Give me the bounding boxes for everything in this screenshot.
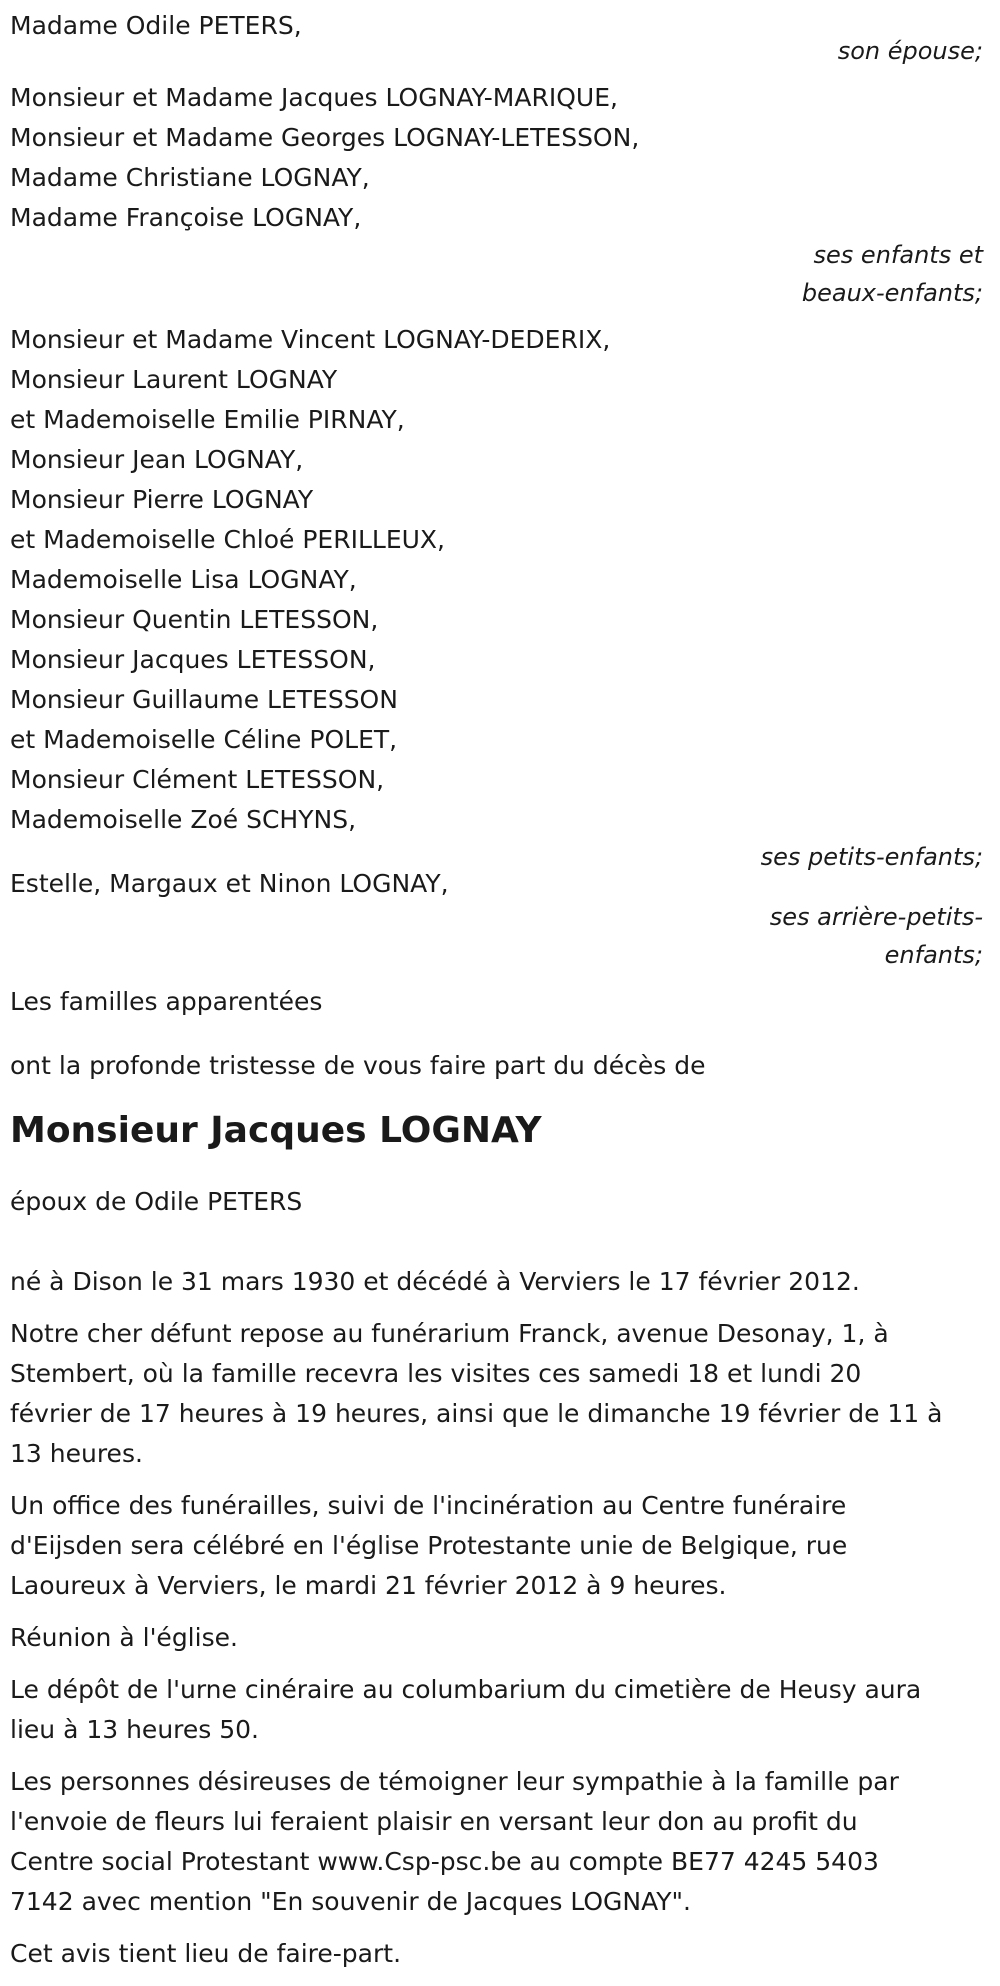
paragraph-gathering [10,1618,982,1658]
paragraph-line: l'envoie de fleurs lui feraient plaisir en versant leur don au profit du [10,1807,858,1836]
spouse-block [10,6,982,70]
family-line: et Mademoiselle Chloé PERILLEUX, [10,525,445,554]
paragraph-line: Centre social Protestant www.Csp-psc.be au compte BE77 4245 5403 [10,1847,879,1876]
family-line: Mademoiselle Zoé SCHYNS, [10,805,357,834]
paragraph-visitation [10,1314,982,1474]
spouse-of: époux de Odile PETERS [10,1187,303,1216]
great-grandchildren-role-line-2: enfants; [884,941,983,969]
deceased-name: Monsieur Jacques LOGNAY [10,1110,542,1151]
paragraph-line: Réunion à l'église. [10,1623,238,1652]
paragraph-line: Laoureux à Verviers, le mardi 21 février 2012 à 9 heures. [10,1571,727,1600]
children-block [10,78,982,312]
family-line: et Mademoiselle Céline POLET, [10,725,398,754]
family-line: Monsieur et Madame Vincent LOGNAY-DEDERIX, [10,325,611,354]
family-line: Monsieur Quentin LETESSON, [10,605,379,634]
paragraph-service [10,1486,982,1606]
family-line: Madame Christiane LOGNAY, [10,163,370,192]
family-line: Monsieur Guillaume LETESSON [10,685,398,714]
obituary-notice [10,6,982,1986]
family-line: Monsieur Jacques LETESSON, [10,645,376,674]
paragraph-line: février de 17 heures à 19 heures, ainsi que le dimanche 19 février de 11 à [10,1399,943,1428]
family-line: Mademoiselle Lisa LOGNAY, [10,565,357,594]
family-line: Monsieur Jean LOGNAY, [10,445,304,474]
family-line: Monsieur Clément LETESSON, [10,765,385,794]
related-families: Les familles apparentées [10,987,323,1016]
family-line: Madame Françoise LOGNAY, [10,203,362,232]
children-role-line-2: beaux-enfants; [801,279,983,307]
paragraph-line: né à Dison le 31 mars 1930 et décédé à Verviers le 17 février 2012. [10,1267,860,1296]
paragraph-line: Cet avis tient lieu de faire-part. [10,1939,402,1968]
paragraph-line: Les personnes désireuses de témoigner leur sympathie à la famille par [10,1767,899,1796]
paragraph-line: 7142 avec mention "En souvenir de Jacques LOGNAY". [10,1887,691,1916]
announcement-text: ont la profonde tristesse de vous faire part du décès de [10,1051,706,1080]
family-line: Monsieur Pierre LOGNAY [10,485,314,514]
children-role-line-1: ses enfants et [813,241,983,269]
paragraph-donations [10,1762,982,1922]
paragraph-birth-death [10,1262,982,1302]
family-line: et Mademoiselle Emilie PIRNAY, [10,405,405,434]
grandchildren-block [10,320,982,876]
great-grandchildren-block [10,864,982,974]
paragraph-line: d'Eijsden sera célébré en l'église Protestante unie de Belgique, rue [10,1531,848,1560]
family-line: Estelle, Margaux et Ninon LOGNAY, [10,869,449,898]
details-block [10,1262,982,1974]
paragraph-line: Un office des funérailles, suivi de l'incinération au Centre funéraire [10,1491,847,1520]
paragraph-line: lieu à 13 heures 50. [10,1715,259,1744]
paragraph-line: Notre cher défunt repose au funérarium Franck, avenue Desonay, 1, à [10,1319,889,1348]
spouse-name: Madame Odile PETERS, [10,11,302,40]
paragraph-closing [10,1934,982,1974]
paragraph-line: Le dépôt de l'urne cinéraire au columbarium du cimetière de Heusy aura [10,1675,922,1704]
grandchildren-role: ses petits-enfants; [760,843,983,871]
great-grandchildren-role-line-1: ses arrière-petits- [769,903,983,931]
family-line: Monsieur et Madame Jacques LOGNAY-MARIQUE, [10,83,618,112]
paragraph-line: 13 heures. [10,1439,143,1468]
family-line: Monsieur Laurent LOGNAY [10,365,338,394]
family-line: Monsieur et Madame Georges LOGNAY-LETESSON, [10,123,640,152]
paragraph-urn [10,1670,982,1750]
spouse-role: son épouse; [837,37,983,65]
paragraph-line: Stembert, où la famille recevra les visites ces samedi 18 et lundi 20 [10,1359,862,1388]
